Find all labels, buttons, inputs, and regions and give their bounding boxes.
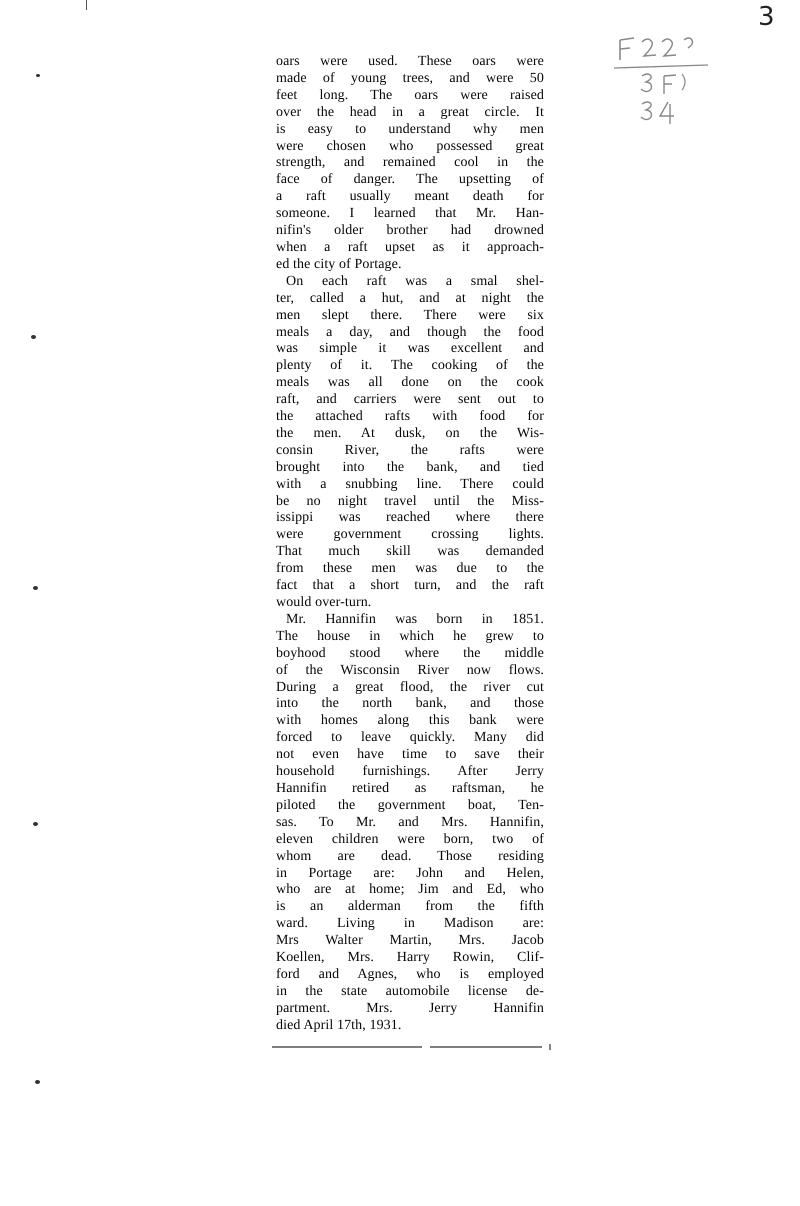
article-line: meals a day, and though the food [276, 324, 544, 340]
article-line: consin River, the rafts were [276, 442, 544, 458]
scan-speck [35, 1080, 40, 1084]
article-line: brought into the bank, and tied [276, 459, 544, 475]
article-line: over the head in a great circle. It [276, 104, 544, 120]
article-paragraph-2 [276, 274, 544, 612]
article-line: Hannifin retired as raftsman, he [276, 780, 544, 796]
article-line: someone. I learned that Mr. Han- [276, 206, 544, 222]
article-column [276, 54, 544, 1035]
article-paragraph-1 [276, 54, 544, 274]
article-line: The house in which he grew to [276, 628, 544, 644]
scan-speck [33, 822, 38, 826]
article-line: when a raft upset as it approach- [276, 239, 544, 255]
article-line: whom are dead. Those residing [276, 848, 544, 864]
article-line: During a great flood, the river cut [276, 679, 544, 695]
article-line: eleven children were born, two of [276, 831, 544, 847]
article-line: who are at home; Jim and Ed, who [276, 882, 544, 898]
article-line: On each raft was a smal shel- [286, 273, 544, 289]
article-line: men slept there. There were six [276, 307, 544, 323]
article-line: is an alderman from the fifth [276, 899, 544, 915]
scan-speck [31, 335, 36, 339]
article-line: from these men was due to the [276, 561, 544, 577]
article-line: raft, and carriers were sent out to [276, 392, 544, 408]
article-line: Mr. Hannifin was born in 1851. [286, 611, 544, 627]
article-line: sas. To Mr. and Mrs. Hannifin, [276, 814, 544, 830]
article-line: with homes along this bank were [276, 713, 544, 729]
article-line: Mrs Walter Martin, Mrs. Jacob [276, 933, 544, 949]
scan-speck [36, 74, 40, 77]
article-line: were government crossing lights. [276, 527, 544, 543]
article-line: ford and Agnes, who is employed [276, 966, 544, 982]
article-line: a raft usually meant death for [276, 189, 544, 205]
article-line: with a snubbing line. There could [276, 476, 544, 492]
article-line: made of young trees, and were 50 [276, 70, 544, 86]
article-line: in Portage are: John and Helen, [276, 865, 544, 881]
article-line: ter, called a hut, and at night the [276, 290, 544, 306]
article-line: face of danger. The upsetting of [276, 172, 544, 188]
end-rule [272, 1044, 554, 1050]
article-line: fact that a short turn, and the raft [276, 578, 544, 594]
scan-edge-mark [86, 0, 87, 10]
article-line: nifin's older brother had drowned [276, 223, 544, 239]
handwritten-note-text: F 22? / 3 F / 34 [612, 28, 619, 29]
article-line: boyhood stood where the middle [276, 645, 544, 661]
article-line: were chosen who possessed great [276, 138, 544, 154]
article-line: was simple it was excellent and [276, 341, 544, 357]
article-line: the men. At dusk, on the Wis- [276, 425, 544, 441]
article-line: is easy to understand why men [276, 121, 544, 137]
page-number: 3 [758, 2, 775, 32]
article-line: not even have time to save their [276, 747, 544, 763]
article-line: the attached rafts with food for [276, 409, 544, 425]
article-line: oars were used. These oars were [276, 54, 544, 69]
article-line: in the state automobile license de- [276, 983, 544, 999]
article-paragraph-3 [276, 612, 544, 1035]
article-line: plenty of it. The cooking of the [276, 358, 544, 374]
article-line: would over-turn. [276, 595, 372, 610]
article-line: Koellen, Mrs. Harry Rowin, Clif- [276, 950, 544, 966]
article-line: be no night travel until the Miss- [276, 493, 544, 509]
article-line: died April 17th, 1931. [276, 1017, 402, 1033]
article-line: issippi was reached where there [276, 510, 544, 526]
article-line: meals was all done on the cook [276, 375, 544, 391]
article-line: ward. Living in Madison are: [276, 916, 544, 932]
scan-speck [33, 586, 38, 590]
article-line: into the north bank, and those [276, 696, 544, 712]
article-line: of the Wisconsin River now flows. [276, 662, 544, 678]
article-line: forced to leave quickly. Many did [276, 730, 544, 746]
article-line: ed the city of Portage. [276, 256, 402, 272]
handwritten-note [612, 28, 722, 128]
article-line: feet long. The oars were raised [276, 87, 544, 103]
article-line: strength, and remained cool in the [276, 155, 544, 171]
article-line: piloted the government boat, Ten- [276, 797, 544, 813]
article-line: household furnishings. After Jerry [276, 764, 544, 780]
article-line: That much skill was demanded [276, 544, 544, 560]
article-line: partment. Mrs. Jerry Hannifin [276, 1000, 544, 1016]
